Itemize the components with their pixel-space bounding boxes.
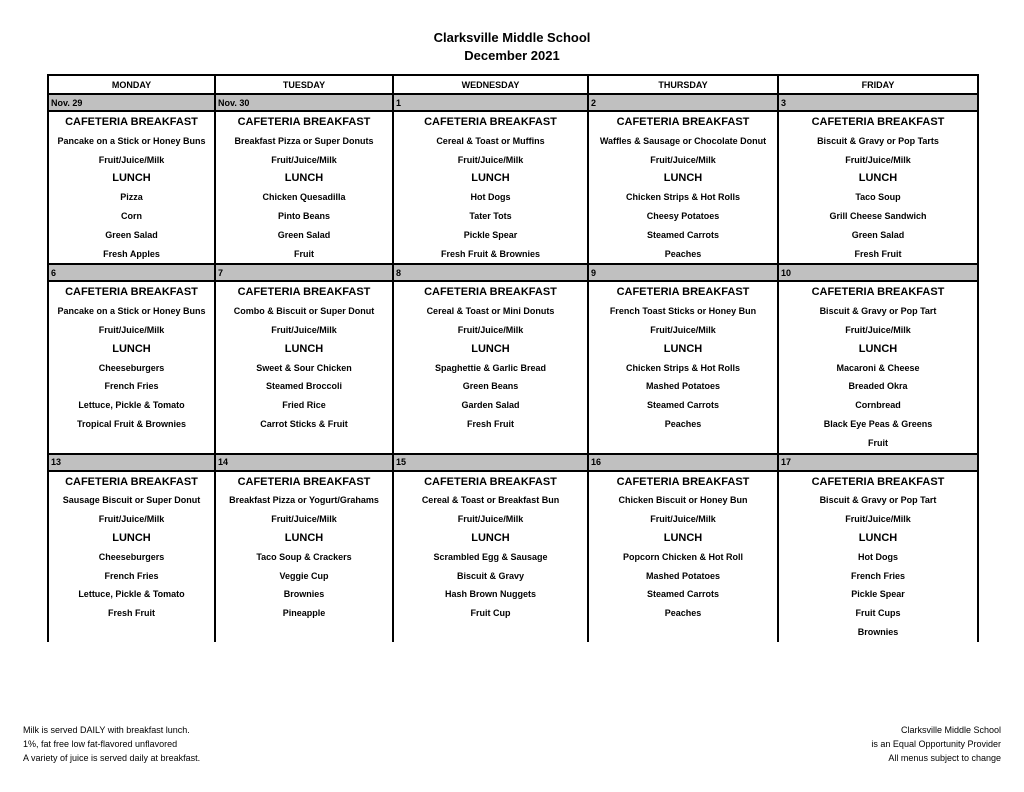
menu-item: Fruit/Juice/Milk <box>650 324 716 335</box>
lunch-heading: LUNCH <box>112 342 151 355</box>
menu-row <box>48 111 978 264</box>
footer-left-line: 1%, fat free low fat-flavored unflavored <box>23 739 178 749</box>
menu-item: Chicken Strips & Hot Rolls <box>625 192 741 203</box>
menu-item: Peaches <box>664 418 702 429</box>
menu-item: Fruit/Juice/Milk <box>457 154 524 165</box>
date-label: 7 <box>215 264 393 281</box>
menu-item: Breakfast Pizza or Yogurt/Grahams <box>229 495 379 506</box>
menu-row <box>48 471 978 642</box>
menu-item: Fruit/Juice/Milk <box>845 324 911 335</box>
lunch-heading: LUNCH <box>284 531 324 544</box>
breakfast-heading: CAFETERIA BREAKFAST <box>616 475 750 488</box>
menu-item: Pickle Spear <box>463 229 518 240</box>
menu-item: Veggie Cup <box>279 570 329 581</box>
day-header-monday: MONDAY <box>48 75 215 94</box>
breakfast-heading: CAFETERIA BREAKFAST <box>237 475 371 488</box>
menu-item: Fruit/Juice/Milk <box>98 154 165 165</box>
footer-milk-note <box>23 723 200 765</box>
menu-item: Fruit/Juice/Milk <box>98 324 165 335</box>
menu-item: French Fries <box>104 570 159 581</box>
menu-item: Peaches <box>664 608 702 619</box>
footer-left-line: Milk is served DAILY with breakfast lunch. <box>23 725 190 735</box>
day-menu-cell <box>48 111 215 264</box>
menu-item: Fresh Fruit & Brownies <box>440 248 540 259</box>
lunch-heading: LUNCH <box>858 172 898 185</box>
day-menu-cell <box>588 471 778 642</box>
footer-left-line: A variety of juice is served daily at breakfast. <box>23 753 201 763</box>
menu-item: Cheeseburgers <box>98 362 165 373</box>
day-menu-cell <box>48 471 215 642</box>
menu-item: Chicken Strips & Hot Rolls <box>625 362 741 373</box>
menu-item: Hot Dogs <box>470 192 511 203</box>
month-title: December 2021 <box>464 48 560 63</box>
menu-item: Fresh Fruit <box>466 418 514 429</box>
menu-item: Fruit/Juice/Milk <box>650 154 716 165</box>
menu-item: Steamed Carrots <box>646 589 720 600</box>
day-menu-cell <box>393 111 588 264</box>
lunch-heading: LUNCH <box>471 342 510 355</box>
menu-item: Cheeseburgers <box>98 551 165 562</box>
menu-item: Black Eye Peas & Greens <box>823 418 933 429</box>
date-label: 13 <box>48 454 215 471</box>
menu-item: Fruit/Juice/Milk <box>845 514 911 525</box>
day-header-wednesday: WEDNESDAY <box>393 75 588 94</box>
menu-item: Fruit/Juice/Milk <box>845 154 911 165</box>
breakfast-heading: CAFETERIA BREAKFAST <box>424 286 557 299</box>
menu-item: Lettuce, Pickle & Tomato <box>78 400 185 411</box>
menu-item: Spaghettie & Garlic Bread <box>434 362 547 373</box>
menu-item: Carrot Sticks & Fruit <box>260 418 348 429</box>
menu-item: Pineapple <box>282 608 326 619</box>
lunch-heading: LUNCH <box>663 172 703 185</box>
menu-item: Brownies <box>283 589 325 600</box>
date-label: 6 <box>48 264 215 281</box>
day-header-tuesday: TUESDAY <box>215 75 393 94</box>
menu-item: Fruit/Juice/Milk <box>271 154 337 165</box>
lunch-heading: LUNCH <box>858 531 898 544</box>
menu-item: Biscuit & Gravy or Pop Tart <box>819 306 937 317</box>
menu-item: Fruit <box>294 248 314 259</box>
menu-calendar <box>47 74 979 642</box>
breakfast-heading: CAFETERIA BREAKFAST <box>811 286 945 299</box>
day-menu-cell <box>778 111 978 264</box>
lunch-heading: LUNCH <box>284 342 324 355</box>
menu-item: Fruit <box>868 437 888 448</box>
menu-item: Fruit/Juice/Milk <box>98 514 165 525</box>
date-label: Nov. 30 <box>215 94 393 111</box>
footer-right-line: Clarksville Middle School <box>900 725 1001 735</box>
date-label: 3 <box>778 94 978 111</box>
breakfast-heading: CAFETERIA BREAKFAST <box>616 286 750 299</box>
breakfast-heading: CAFETERIA BREAKFAST <box>237 116 371 128</box>
weekday-header-row <box>48 75 978 94</box>
menu-item: Fruit/Juice/Milk <box>271 514 337 525</box>
menu-item: Cornbread <box>855 400 901 411</box>
date-row <box>48 454 978 471</box>
menu-item: Pancake on a Stick or Honey Buns <box>57 135 206 146</box>
breakfast-heading: CAFETERIA BREAKFAST <box>237 286 371 299</box>
date-label: 17 <box>778 454 978 471</box>
menu-item: Green Salad <box>277 229 331 240</box>
day-menu-cell <box>393 471 588 642</box>
breakfast-heading: CAFETERIA BREAKFAST <box>424 116 557 128</box>
date-label: 8 <box>393 264 588 281</box>
date-row <box>48 264 978 281</box>
menu-item: Scrambled Egg & Sausage <box>433 551 548 562</box>
menu-item: Fried Rice <box>282 400 326 411</box>
menu-item: Brownies <box>857 626 899 637</box>
day-menu-cell <box>778 281 978 453</box>
date-label: 10 <box>778 264 978 281</box>
menu-item: Biscuit & Gravy or Pop Tart <box>819 495 937 506</box>
menu-row <box>48 281 978 453</box>
menu-item: Taco Soup & Crackers <box>256 551 352 562</box>
menu-item: Green Beans <box>462 381 519 392</box>
menu-item: Fresh Apples <box>103 248 160 259</box>
menu-item: Cheesy Potatoes <box>646 210 720 221</box>
day-menu-cell <box>588 281 778 453</box>
lunch-heading: LUNCH <box>112 531 151 544</box>
breakfast-heading: CAFETERIA BREAKFAST <box>811 475 945 488</box>
menu-item: Fruit Cup <box>470 608 511 619</box>
lunch-heading: LUNCH <box>112 172 151 185</box>
menu-item: Biscuit & Gravy or Pop Tarts <box>817 135 939 146</box>
menu-item: Cereal & Toast or Breakfast Bun <box>421 495 560 506</box>
date-label: 15 <box>393 454 588 471</box>
breakfast-heading: CAFETERIA BREAKFAST <box>616 116 750 128</box>
menu-item: Steamed Broccoli <box>265 381 343 392</box>
lunch-heading: LUNCH <box>471 531 510 544</box>
footer-right-line: is an Equal Opportunity Provider <box>871 739 1001 749</box>
menu-item: Popcorn Chicken & Hot Roll <box>622 551 743 562</box>
lunch-heading: LUNCH <box>663 342 703 355</box>
menu-item: Steamed Carrots <box>646 229 720 240</box>
date-row <box>48 94 978 111</box>
date-label: 9 <box>588 264 778 281</box>
menu-item: Combo & Biscuit or Super Donut <box>233 306 375 317</box>
menu-item: French Toast Sticks or Honey Bun <box>609 306 757 317</box>
day-menu-cell <box>215 471 393 642</box>
menu-item: Sweet & Sour Chicken <box>256 362 352 373</box>
menu-item: Garden Salad <box>461 400 520 411</box>
day-menu-cell <box>393 281 588 453</box>
menu-item: Chicken Quesadilla <box>262 192 346 203</box>
day-menu-cell <box>215 281 393 453</box>
menu-item: Corn <box>121 210 142 221</box>
menu-item: Fresh Fruit <box>107 608 155 619</box>
menu-item: Pinto Beans <box>277 210 330 221</box>
lunch-heading: LUNCH <box>284 172 324 185</box>
date-label: Nov. 29 <box>48 94 215 111</box>
menu-item: Fruit/Juice/Milk <box>271 324 337 335</box>
day-menu-cell <box>778 471 978 642</box>
breakfast-heading: CAFETERIA BREAKFAST <box>65 475 198 488</box>
menu-item: Fruit/Juice/Milk <box>457 324 524 335</box>
menu-item: Taco Soup <box>855 192 901 203</box>
school-title: Clarksville Middle School <box>433 30 591 45</box>
menu-item: Cereal & Toast or Muffins <box>436 135 545 146</box>
menu-item: Lettuce, Pickle & Tomato <box>78 589 185 600</box>
menu-item: Pancake on a Stick or Honey Buns <box>57 306 206 317</box>
footer-right-line: All menus subject to change <box>888 753 1001 763</box>
menu-item: Green Salad <box>105 229 158 240</box>
menu-item: Steamed Carrots <box>646 400 720 411</box>
menu-item: Pizza <box>120 192 143 203</box>
menu-item: French Fries <box>104 381 159 392</box>
menu-item: Chicken Biscuit or Honey Bun <box>618 495 748 506</box>
day-header-thursday: THURSDAY <box>588 75 778 94</box>
menu-item: Sausage Biscuit or Super Donut <box>62 495 201 506</box>
menu-item: Biscuit & Gravy <box>456 570 525 581</box>
menu-item: Breaded Okra <box>848 381 908 392</box>
menu-item: Hash Brown Nuggets <box>444 589 536 600</box>
date-label: 2 <box>588 94 778 111</box>
breakfast-heading: CAFETERIA BREAKFAST <box>65 116 198 128</box>
menu-item: Mashed Potatoes <box>645 381 721 392</box>
menu-item: Hot Dogs <box>858 551 898 562</box>
menu-item: Mashed Potatoes <box>645 570 721 581</box>
day-menu-cell <box>48 281 215 453</box>
menu-item: Macaroni & Cheese <box>836 362 920 373</box>
menu-item: Fruit Cups <box>855 608 901 619</box>
menu-item: Fruit/Juice/Milk <box>650 514 716 525</box>
menu-item: Tropical Fruit & Brownies <box>76 418 186 429</box>
menu-item: Fruit/Juice/Milk <box>457 514 524 525</box>
day-menu-cell <box>215 111 393 264</box>
date-label: 1 <box>393 94 588 111</box>
lunch-heading: LUNCH <box>663 531 703 544</box>
breakfast-heading: CAFETERIA BREAKFAST <box>811 116 945 128</box>
menu-item: Green Salad <box>851 229 905 240</box>
day-menu-cell <box>588 111 778 264</box>
lunch-heading: LUNCH <box>471 172 510 185</box>
menu-item: Waffles & Sausage or Chocolate Donut <box>599 135 767 146</box>
menu-item: Peaches <box>664 248 702 259</box>
menu-item: Breakfast Pizza or Super Donuts <box>234 135 374 146</box>
breakfast-heading: CAFETERIA BREAKFAST <box>424 475 557 488</box>
menu-item: French Fries <box>850 570 906 581</box>
footer-provider-note <box>871 723 1001 765</box>
menu-item: Tater Tots <box>469 210 512 221</box>
lunch-heading: LUNCH <box>858 342 898 355</box>
breakfast-heading: CAFETERIA BREAKFAST <box>65 286 198 299</box>
menu-item: Cereal & Toast or Mini Donuts <box>426 306 555 317</box>
menu-item: Pickle Spear <box>851 589 905 600</box>
date-label: 14 <box>215 454 393 471</box>
menu-item: Grill Cheese Sandwich <box>829 210 927 221</box>
day-header-friday: FRIDAY <box>778 75 978 94</box>
date-label: 16 <box>588 454 778 471</box>
menu-item: Fresh Fruit <box>854 248 902 259</box>
